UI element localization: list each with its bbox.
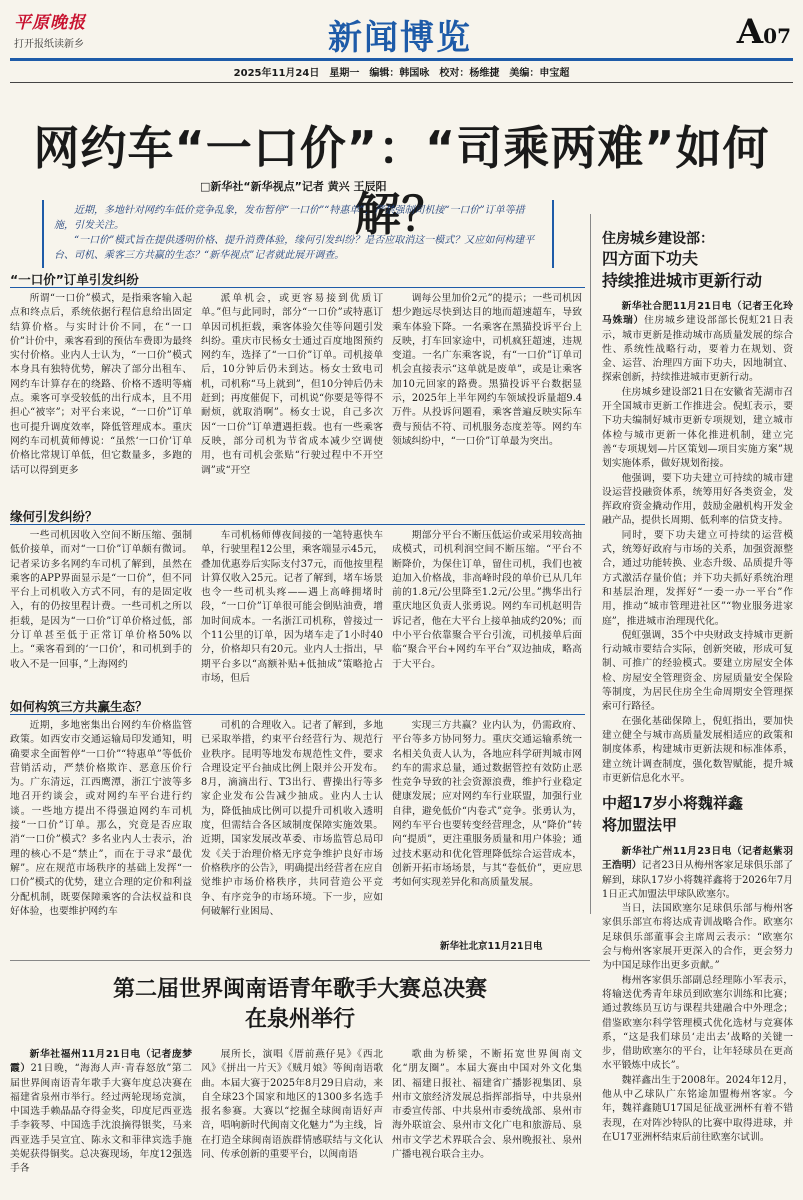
- dateline: 2025年11月24日 星期一 编辑：韩国咏 校对：杨维捷 美编：申宝超: [233, 68, 570, 79]
- masthead-rule: [10, 58, 793, 61]
- article-column: 期部分平台不断压低运价或采用较高抽成模式，司机利润空间不断压缩。“平台不断降价，为保住订单，留住司机，我们也被迫加入价格战，非高峰时段的单价已从几年前的1.8元/公里降至1.2元/公里。”携华出行重庆地区负责人张勇说。网约车司机赵明告诉记者，他在大平台上接单抽成约20%；而中小平台依靠聚合平台引流，司机接单后面临“聚合平台+网约车平台”双边抽成，略高于大平台。: [392, 530, 582, 670]
- bottom-headline: 第二届世界闽南语青年歌手大赛总决赛 在泉州举行: [112, 977, 487, 1032]
- subhead-causes: 缘何引发纠纷？: [10, 509, 98, 524]
- masthead: [0, 0, 803, 90]
- side-article-urban: 新华社合肥11月21日电（记者王化玲 马姝瑞）住房城乡建设部部长倪虹21日表示，城市更新是推动城市高质量发展的综合性、系统性战略行动，要着力在规划、资金、运营、治理四方面下功夫，因地制宜、探索创新，持续推进城市更新行动。 住房城乡建设部21日在安徽省芜湖市召开全国城市更新工作推进会。倪虹表示，要下功夫编制好城市更新专项规划，建立城市体检与城市更新一体化推进机制，建立完善“专项规划—片区策划—项目实施方案”规划实施体系，做好规划衔接。 他强调，要下功夫建立可持续的城市建设运营投融资体系，统筹用好各类资金，发挥政府资金撬动作用，鼓励金融机构开发金融产品，提供长周期、低利率的信贷支持。 同时，要下功夫建立可持续的运营模式，统筹好政府与市场的关系，加强资源整合，通过功能转换、业态升级、品质提升等方式激活存量价值；并下功夫抓好系统治理和基层治理，发挥好“一委一办一平台”作用，推动“城市管理进社区”“物业服务进家庭”，推进城市治理现代化。 倪虹强调，35个中央财政支持城市更新行动城市要结合实际，创新突破，形成可复制、可推广的经验模式。要建立房屋安全体检、房屋安全管理资金、房屋质量安全保险等制度，为居民住房全生命周期安全管理探索可行路径。 在强化基础保障上，倪虹指出，要加快建立健全与城市高质量发展相适应的政策和制度体系，构建城市更新法规和标准体系，建立统计调查制度，强化数智赋能，提升城市更新信息化水平。: [602, 301, 794, 784]
- logo-name: 平原晚报: [14, 13, 86, 33]
- article-column: 近期，多地密集出台网约车价格监管政策。如西安市交通运输局印发通知，明确要求全面暂停“一口价”“特惠单”等低价营销活动，严禁价格欺诈、恶意压价行为。广东清远，江西鹰潭，浙江宁波等多地召开约谈会，或对网约车平台进行约谈。一些地方提出不得强迫网约车司机接“一口价”订单。那么，究竟是否应取消“一口价”模式？多名业内人士表示，治理的核心不是“禁止”，而在于寻求“最优解”。应在规范市场秩序的基础上发挥“一口价”模式的优势，建立合理的定价和利益分配机制，既要保障乘客的合法权益和良好体验，也要维护网约车: [10, 720, 192, 917]
- subhead-rule: [10, 524, 585, 525]
- main-byline: □新华社“新华视点”记者 黄兴 王辰阳: [200, 180, 387, 193]
- article-column: 一些司机因收入空间不断压缩、强制低价接单，而对“一口价”订单颇有微词。记者采访多名网约车司机了解到，虽然在乘客的APP界面显示是“一口价”，但不同平台上司机收入方式不同，有的是固定收入，有的仍按里程计费。一些司机之所以拒载，是因为“一口价”订单价格过低，部分订单甚至低于正常订单价格50%以上。“乘客看到的‘一口价’，和司机到手的收入不是一回事，”上海网约: [10, 530, 192, 670]
- intro-paragraph: “一口价”模式旨在提供透明价格、提升消费体验，缘何引发纠纷？是否应取消这一模式？又应如何构建平台、司机、乘客三方共赢的生态？“新华视点”记者就此展开调查。: [54, 235, 535, 261]
- subhead-disputes: “一口价”订单引发纠纷: [10, 272, 139, 287]
- side-lead: 新华社合肥11月21日电（记者王化玲 马姝瑞）: [602, 301, 793, 327]
- article-column: 司机的合理收入。记者了解到，多地已采取举措，约束平台经营行为、规范行业秩序。昆明等地发布规范性文件，要求合理设定平台抽成比例上限并公开发布。8月，滴滴出行、T3出行、曹操出行等多家企业发布公告减少抽成。业内人士认为，降低抽成比例可以提升司机收入透明度，但需结合各区域制度保障实施效果。近期，国家发展改革委、市场监管总局印发《关于治理价格无序竞争维护良好市场价格秩序的公告》，明确提出经营者在应自觉维护市场价格秩序，共同营造公平竞争、有序竞争的市场环境。下一步，应如何破解行业困局、: [201, 720, 383, 917]
- subhead-solutions: 如何构筑三方共赢生态？: [10, 699, 148, 714]
- main-headline: 网约车“一口价”：“司乘两难”如何解？: [33, 121, 770, 241]
- side-kicker: 住房城乡建设部：: [602, 231, 714, 247]
- article-column: 实现三方共赢？业内认为，仍需政府、平台等多方协同努力。重庆交通运输系统一名相关负责人认为，各地应科学研判城市网约车的需求总量，通过数据管控有效防止恶性竞争导致的社会资源浪费，维护行业稳定健康发展；应对网约车行业联盟，加强行业自律，避免低价“内卷式”竞争。张勇认为，网约车平台也要转变经营理念，从“降价”转向“提质”，更注重服务质量和用户体验；通过技术驱动和优化管理降低综合运营成本，创新开拓市场场景，与其“卷低价”，更应思考如何实现差异化和高质量发展。: [392, 720, 582, 889]
- article-column: 新华社福州11月21日电（记者庞梦霞）21日晚，“海海人声·青春怒放”第二届世界闽南语青年歌手大赛年度总决赛在福建省泉州市举行。经过两轮现场竞演，中国选手赖晶晶夺得金奖，印度尼西亚选手李筱琴、中国选手沈浪摘得银奖，马来西亚选手吴宣宜、陈永文和菲律宾选手施美妮获得铜奖。总决赛现场，年度12强选手各: [10, 1049, 193, 1175]
- side-lead: 新华社广州11月23日电（记者赵紫羽 王浩明）: [602, 846, 793, 872]
- side-headline-football: 中超17岁小将魏祥鑫 将加盟法甲: [602, 794, 743, 834]
- article-column: 所谓“一口价”模式，是指乘客输入起点和终点后，系统依据行程信息给出固定结算价格。与实时计价不同，在“一口价”计价中，乘客看到的预估车费即为最终实付价格。业内人士认为，“一口价”模式本身具有独特优势，解决了部分出租车、网约车计算存在的绕路、价格不透明等痛点。乘客可享受较低的出行成本，且不用担心“被宰”；对平台来说，“一口价”订单也可提升调度效率，降低管理成本。重庆网约车司机黄师傅说：“虽然‘一口价’订单价格比常规订单低，但它数量多，多跑的话可以得到更多: [10, 293, 192, 476]
- subhead-rule: [10, 714, 585, 715]
- article-column: 调每公里加价2元”的提示；一些司机因想少跑远尽快到达目的地而超速超车，导致乘车体验下降。一名乘客在黑猫投诉平台上反映，打车回家途中，司机疯狂超速，违规变道。一名广东乘客说，有“一口价”订单司机会直接表示“这单就是废单”，或是让乘客加10元回家的路费。黑猫投诉平台数据显示，2025年上半年网约车领域投诉量超9.4万件。从投诉问题看，乘客普遍反映实际车费与预估不符、司机服务态度差等。网约车领域纠纷中，“一口价”订单最为突出。: [392, 293, 582, 447]
- side-headline-urban: 四方面下功夫 持续推进城市更新行动: [602, 249, 763, 290]
- article-column: 展所长，演唱《厝前燕仔晃》《西北风》《拼出一片天》《贼月娘》等闽南语歌曲。本届大赛于2025年8月29日启动，来自全球23个国家和地区的1300多名选手报名参赛。大赛以“挖掘全球闽南语好声音，唱响新时代闽南文化魅力”为主线，旨在打造全球闽南语族群情感联结与文化认同、传承创新的重要平台，以闽南语: [201, 1049, 383, 1161]
- bottom-story-rule: [10, 960, 590, 961]
- page-number: [737, 12, 791, 52]
- article-column: 派单机会，或更容易接到优质订单。”但与此同时，部分“一口价”或特惠订单因司机拒载，乘客体验欠佳等问题引发纠纷。重庆市民杨女士通过百度地图预约网约车，选择了“一口价”订单。司机接单后，10分钟后仍未到达。杨女士致电司机，司机称“马上就到”，但10分钟后仍未赶到；再度催促下，司机说“你要是等得不耐烦，就取消啊”。杨女士说，自己多次因“一口价”订单遭遇拒载。也有一些乘客反映，部分司机为节省成本减少空调使用，也有司机会张贴“行驶过程中不开空调”或“开空: [201, 293, 383, 476]
- main-intro: [42, 200, 554, 268]
- logo-slogan: 打开报纸读新乡: [14, 39, 84, 50]
- article-column: 车司机杨师傅夜间接的一笔特惠快车单，行驶里程12公里，乘客端显示45元，叠加优惠券后实际支付37元，而他按里程计算仅收入25元。记者了解到，堵车场景也令一些司机头疼——遇上高峰拥堵时段，“一口价”订单很可能会倒贴油费，增加时间成本。一名浙江司机称，曾接过一个11公里的订单，因为堵车走了1小时40分，价格却只有20元。业内人士指出，早期平台多以“高额补贴+低抽成”策略抢占市场，但后: [201, 530, 383, 684]
- page-letter: A: [736, 12, 764, 52]
- bottom-lead: 新华社福州11月21日电（记者庞梦霞）: [10, 1049, 192, 1075]
- newspaper-logo: [14, 8, 104, 50]
- article-column: 歌曲为桥梁，不断拓宽世界闽南文化“朋友圈”。本届大赛由中国对外文化集团、福建日报社、福建省广播影视集团、泉州市文旅经济发展总指挥部指导，中共泉州市委宣传部、中共泉州市委统战部、泉州市海外联谊会、泉州市文化广电和旅游局、泉州市文学艺术界联合会、泉州晚报社、泉州广播电视台联合主办。: [392, 1049, 582, 1161]
- main-credit: 新华社北京11月21日电: [440, 941, 543, 952]
- section-title: 新闻博览: [328, 18, 472, 58]
- side-column-rule: [590, 214, 591, 914]
- dateline-rule: [10, 82, 793, 83]
- page-digits: 07: [763, 24, 791, 48]
- intro-paragraph: 近期，多地针对网约车低价竞争乱象，发布暂停“一口价”“特惠单”，严禁强制司机接“一口价”订单等措施，引发关注。: [54, 205, 525, 231]
- side-article-football: 新华社广州11月23日电（记者赵紫羽 王浩明）记者23日从梅州客家足球俱乐部了解到，球队17岁小将魏祥鑫将于2026年7月1日正式加盟法甲球队欧塞尔。 当日，法国欧塞尔足球俱乐部与梅州客家俱乐部宣布将达成青训战略合作。欧塞尔足球俱乐部董事会主席周云表示：“欧塞尔会与梅州客家展开更深入的合作，更会努力为中国足球作出更多贡献。” 梅州客家俱乐部副总经理陈小军表示，将输送优秀青年球员到欧塞尔训练和比赛；通过教练员互访与课程共建融合中外理念；借鉴欧塞尔科学管理模式优化选材与竞赛体系，“这是我们球员‘走出去’战略的关键一步，借助欧塞尔的平台，让年轻球员在更高水平锻炼中成长”。 魏祥鑫出生于2008年。2024年12月，他从中乙球队广东铭途加盟梅州客家。今年，魏祥鑫随U17国足征战亚洲杯有着不错表现，在对阵沙特队的比赛中取得进球，并在U17亚洲杯结束后前往欧塞尔试训。: [602, 846, 794, 1143]
- subhead-rule: [10, 287, 585, 288]
